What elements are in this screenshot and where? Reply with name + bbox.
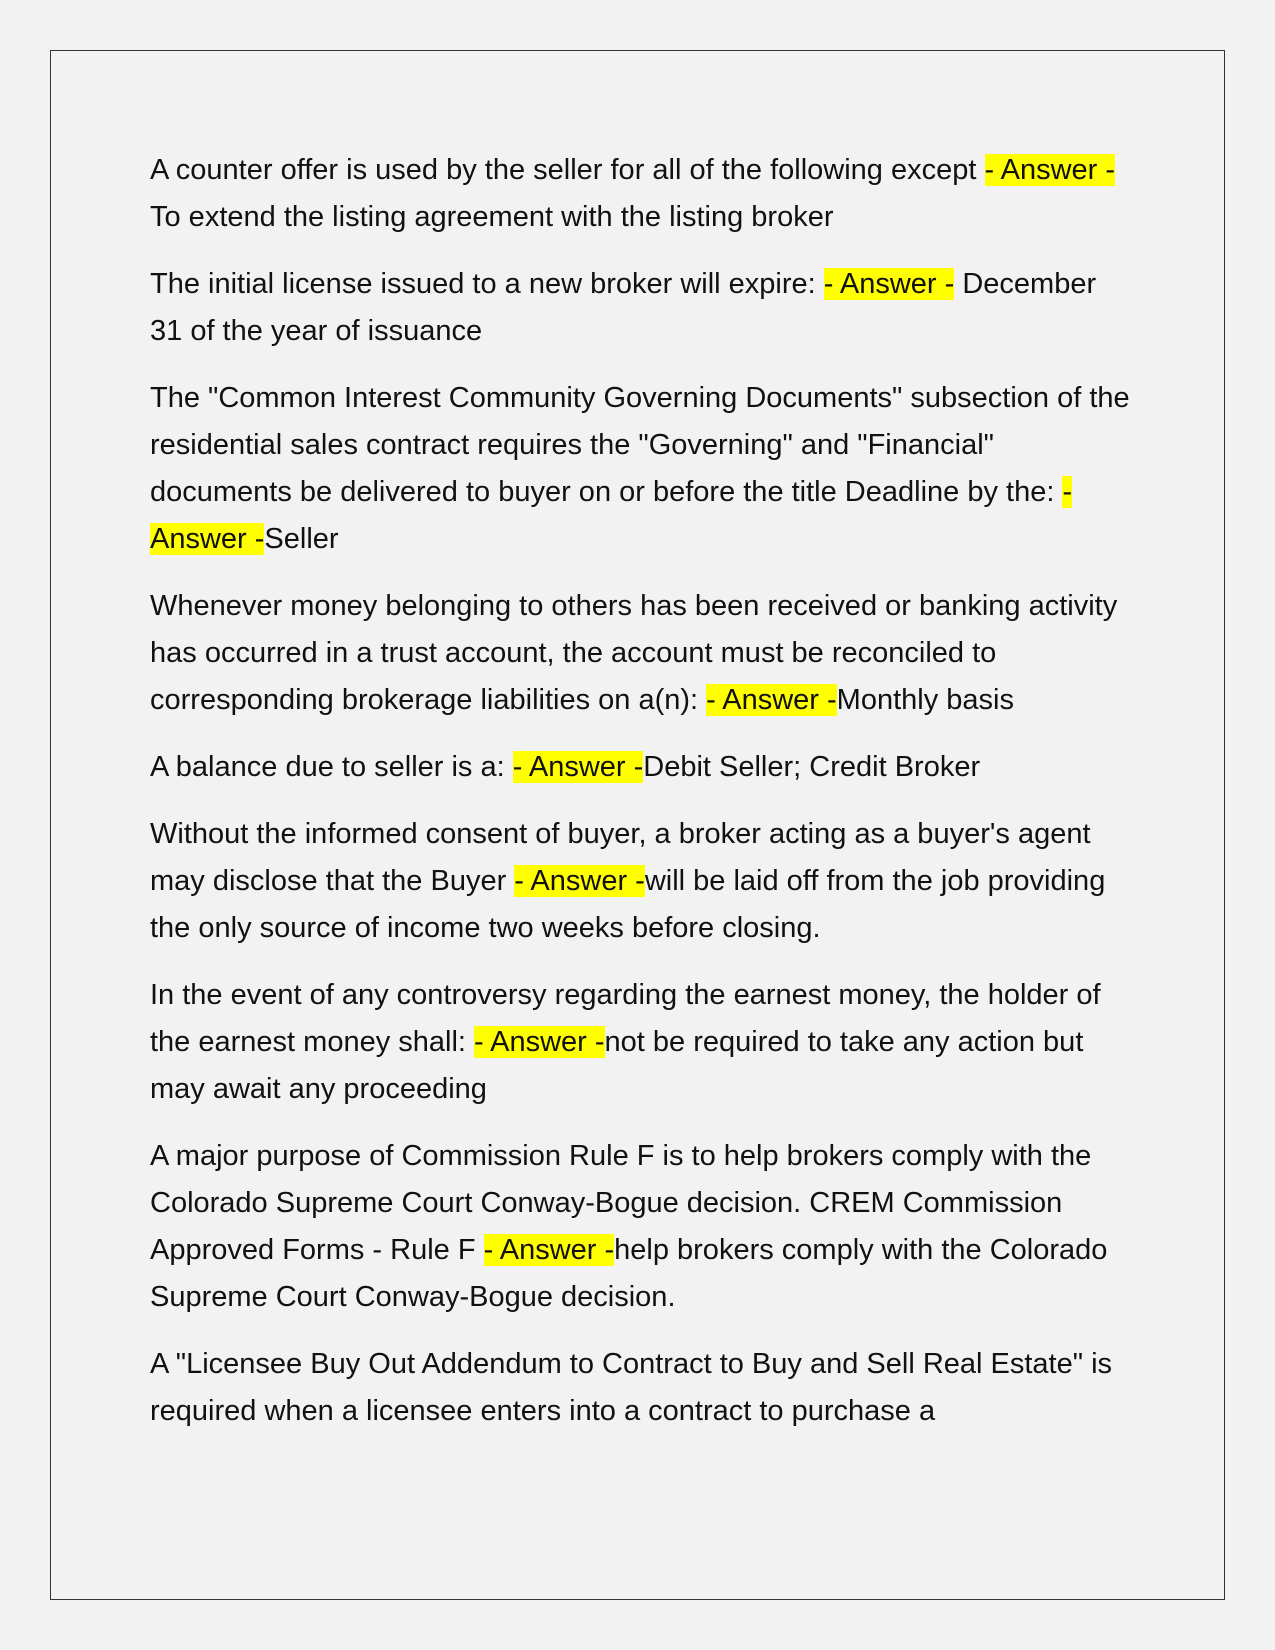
question-text: A major purpose of Commission Rule F is to help brokers comply with the Colorado Supreme Court Conway-Bogue decision. CREM Commission Approved Forms - Rule F xyxy=(150,1140,1092,1266)
question-text: A "Licensee Buy Out Addendum to Contract to Buy and Sell Real Estate" is required when a licensee enters into a contract to purchase a xyxy=(150,1348,1113,1427)
answer-text: Debit Seller; Credit Broker xyxy=(643,751,981,783)
answer-marker: - Answer - xyxy=(483,1234,615,1266)
question-text: The initial license issued to a new broker will expire: xyxy=(150,268,824,300)
answer-marker: - Answer - xyxy=(474,1026,605,1058)
question-text: A balance due to seller is a: xyxy=(150,751,513,783)
qa-item-3 xyxy=(150,375,1130,563)
answer-text: Seller xyxy=(264,523,339,555)
qa-item-2 xyxy=(150,261,1130,355)
answer-marker: - Answer - xyxy=(984,154,1116,186)
question-text: Whenever money belonging to others has been received or banking activity has occurred in a trust account, the account must be reconciled to corresponding brokerage liabilities on a(n): xyxy=(150,590,1118,716)
answer-marker: - Answer - xyxy=(823,268,955,300)
qa-item-5 xyxy=(150,744,1130,791)
question-text: In the event of any controversy regarding the earnest money, the holder of the earnest money shall: xyxy=(150,979,1101,1058)
answer-text: To extend the listing agreement with the listing broker xyxy=(150,201,834,233)
answer-marker: - Answer - xyxy=(514,865,645,897)
qa-item-1 xyxy=(150,147,1130,241)
qa-item-8 xyxy=(150,1133,1130,1321)
question-text: Without the informed consent of buyer, a broker acting as a buyer's agent may disclose that the Buyer xyxy=(150,818,1091,897)
answer-text: Monthly basis xyxy=(836,684,1014,716)
answer-text: will be laid off from the job providing the only source of income two weeks before closing. xyxy=(150,865,1106,944)
answer-marker: - Answer - xyxy=(512,751,644,783)
document-body xyxy=(150,147,1130,1455)
qa-item-7 xyxy=(150,972,1130,1113)
question-text: The "Common Interest Community Governing Documents" subsection of the residential sales contract requires the "Governing" and "Financial" documents be delivered to buyer on or before the title Deadline by the: xyxy=(150,382,1130,508)
question-text: A counter offer is used by the seller for all of the following except xyxy=(150,154,985,186)
qa-item-9 xyxy=(150,1341,1130,1435)
qa-item-6 xyxy=(150,811,1130,952)
qa-item-4 xyxy=(150,583,1130,724)
answer-text: December 31 of the year of issuance xyxy=(150,268,1097,347)
answer-marker: - Answer - xyxy=(150,476,1073,555)
answer-text: not be required to take any action but may await any proceeding xyxy=(150,1026,1084,1105)
answer-text: help brokers comply with the Colorado Supreme Court Conway-Bogue decision. xyxy=(150,1234,1108,1313)
answer-marker: - Answer - xyxy=(706,684,837,716)
